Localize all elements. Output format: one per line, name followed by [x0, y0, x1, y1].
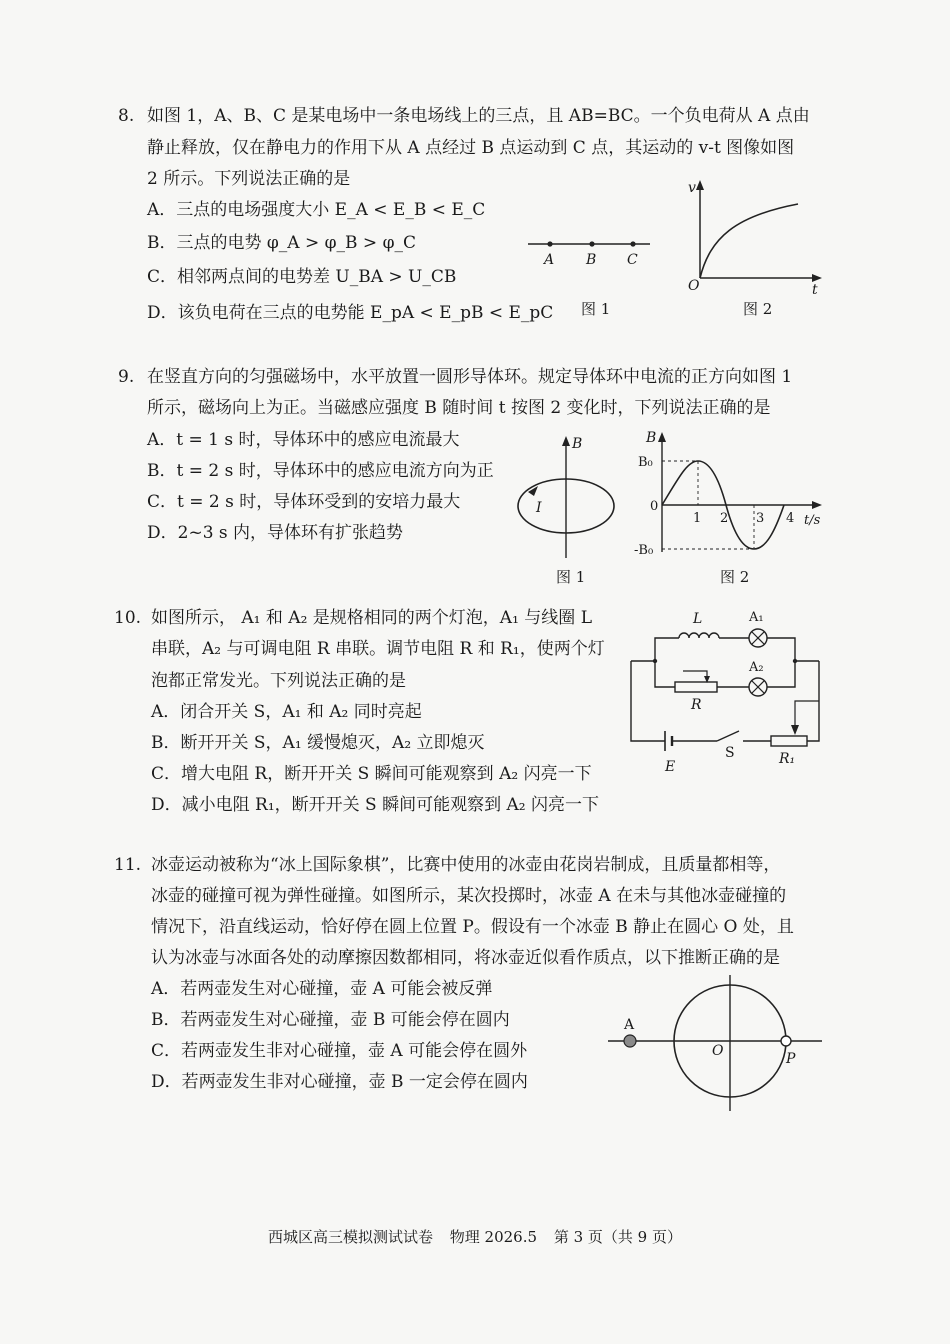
q9-stem-line-1: 在竖直方向的匀强磁场中，水平放置一圆形导体环。规定导体环中电流的正方向如图 1: [147, 367, 793, 387]
q11-option-c: C．若两壶发生非对心碰撞，壶 A 可能会停在圆外: [151, 1041, 528, 1061]
switch-s: [717, 731, 739, 741]
q11-figure: [600, 975, 830, 1115]
q9-figure-2: [634, 428, 834, 558]
inductor-coil: [679, 633, 719, 638]
q11-option-d: D．若两壶发生非对心碰撞，壶 B 一定会停在圆内: [151, 1072, 528, 1092]
point-b-label: B: [586, 252, 597, 268]
current-direction-arrow: [528, 486, 538, 496]
b-axis-label: B: [646, 430, 657, 446]
q9-stem-line-2: 所示，磁场向上为正。当磁感应强度 B 随时间 t 按图 2 变化时，下列说法正确的是: [147, 398, 771, 418]
q10-option-b: B．断开开关 S，A₁ 缓慢熄灭，A₂ 立即熄灭: [151, 733, 485, 753]
q10-option-d: D．减小电阻 R₁，断开开关 S 瞬间可能观察到 A₂ 闪亮一下: [151, 795, 600, 815]
q11-number: 11.: [114, 855, 142, 875]
t-axis-arrow: [812, 274, 822, 282]
q8-stem-line-2: 静止释放，仅在静电力的作用下从 A 点经过 B 点运动到 C 点，其运动的 v-t 图像如图: [147, 138, 795, 158]
t-axis-arrow: [812, 501, 822, 509]
q10-number: 10.: [114, 608, 142, 628]
point-c: [630, 241, 635, 246]
v-axis-arrow: [696, 180, 704, 190]
resistor-r1: [771, 736, 807, 746]
field-arrow: [562, 436, 570, 446]
point-p: [781, 1036, 791, 1046]
q10-stem-line-3: 泡都正常发光。下列说法正确的是: [151, 671, 406, 691]
q9-option-c: C．t = 2 s 时，导体环受到的安培力最大: [147, 492, 461, 512]
page-footer: [0, 1226, 950, 1247]
resistor-r: [675, 682, 717, 692]
q9-figure-1: [512, 432, 622, 562]
q9-option-b: B．t = 2 s 时，导体环中的感应电流方向为正: [147, 461, 494, 481]
q10-option-c: C．增大电阻 R，断开开关 S 瞬间可能观察到 A₂ 闪亮一下: [151, 764, 592, 784]
v-t-curve: [700, 204, 798, 278]
upper-branch-wire: [655, 638, 679, 661]
point-a: [547, 241, 552, 246]
tick-1: 1: [693, 511, 702, 526]
q11-stem-line-3: 情况下，沿直线运动，恰好停在圆上位置 P。假设有一个冰壶 B 静止在圆心 O 处，且: [151, 917, 794, 937]
q10-option-a: A．闭合开关 S，A₁ 和 A₂ 同时亮起: [151, 702, 422, 722]
neg-b0-tick: -B₀: [634, 543, 654, 558]
point-b: [589, 241, 594, 246]
tick-2: 2: [720, 511, 729, 526]
q11-stem-line-2: 冰壶的碰撞可视为弹性碰撞。如图所示，某次投掷时，冰壶 A 在未与其他冰壶碰撞的: [151, 886, 787, 906]
label-s: S: [725, 745, 735, 761]
label-o: O: [712, 1043, 724, 1059]
q9-number: 9.: [118, 367, 135, 387]
t-axis-label: t/s: [804, 513, 821, 528]
q8-figure-2: [670, 178, 830, 298]
q11-stem-line-1: 冰壶运动被称为“冰上国际象棋”，比赛中使用的冰壶由花岗岩制成，且质量都相等，: [151, 855, 781, 875]
q11-option-a: A．若两壶发生对心碰撞，壶 A 可能会被反弹: [151, 979, 493, 999]
footer-title: 西城区高三模拟测试试卷: [267, 1228, 433, 1246]
q9-figure-2-caption: 图 2: [720, 568, 750, 586]
q8-number: 8.: [118, 106, 135, 126]
footer-page: 第 3 页（共 9 页）: [553, 1228, 682, 1246]
b0-tick: B₀: [638, 455, 653, 470]
point-a-label: A: [544, 252, 555, 268]
q10-circuit: [625, 605, 825, 775]
q10-stem-line-1: 如图所示， A₁ 和 A₂ 是规格相同的两个灯泡，A₁ 与线圈 L: [151, 608, 592, 628]
q10-stem-line-2: 串联，A₂ 与可调电阻 R 串联。调节电阻 R 和 R₁，使两个灯: [151, 639, 605, 659]
q8-stem-line-3: 2 所示。下列说法正确的是: [147, 169, 351, 189]
q8-stem-line-1: 如图 1，A、B、C 是某电场中一条电场线上的三点，且 AB=BC。一个负电荷从 A 点由: [147, 106, 810, 126]
point-c-label: C: [627, 252, 638, 268]
origin-label: O: [688, 278, 700, 294]
q9-figure-1-caption: 图 1: [556, 568, 586, 586]
q8-option-a: A．三点的电场强度大小 E_A < E_B < E_C: [147, 200, 486, 220]
label-a: A: [624, 1017, 635, 1033]
current-label: I: [536, 500, 542, 516]
q11-stem-line-4: 认为冰壶与冰面各处的动摩擦因数都相同，将冰壶近似看作质点，以下推断正确的是: [151, 948, 780, 968]
q9-option-a: A．t = 1 s 时，导体环中的感应电流最大: [147, 430, 460, 450]
label-a2: A₂: [749, 660, 764, 675]
field-label: B: [572, 436, 583, 452]
q8-figure-1: [520, 230, 660, 270]
q8-figure-1-caption: 图 1: [581, 300, 611, 318]
stone-a: [624, 1035, 636, 1047]
label-e: E: [665, 759, 676, 775]
label-p: P: [786, 1051, 796, 1067]
v-axis-label: v: [688, 180, 696, 196]
q11-option-b: B．若两壶发生对心碰撞，壶 B 可能会停在圆内: [151, 1010, 510, 1030]
q8-option-d: D．该负电荷在三点的电势能 E_pA < E_pB < E_pC: [147, 303, 554, 323]
q8-figure-2-caption: 图 2: [743, 300, 773, 318]
label-l: L: [693, 611, 703, 627]
label-r1: R₁: [779, 751, 796, 767]
q8-option-b: B．三点的电势 φ_A > φ_B > φ_C: [147, 233, 416, 253]
t-axis-label: t: [812, 282, 818, 298]
label-a1: A₁: [749, 610, 764, 625]
tick-3: 3: [756, 511, 765, 526]
footer-subject: 物理 2026.5: [449, 1228, 538, 1246]
label-r: R: [691, 697, 702, 713]
q8-option-c: C．相邻两点间的电势差 U_BA > U_CB: [147, 267, 457, 287]
origin-label: 0: [650, 499, 659, 514]
q9-option-d: D．2~3 s 内，导体环有扩张趋势: [147, 523, 404, 543]
b-axis-arrow: [658, 432, 666, 442]
tick-4: 4: [786, 511, 795, 526]
